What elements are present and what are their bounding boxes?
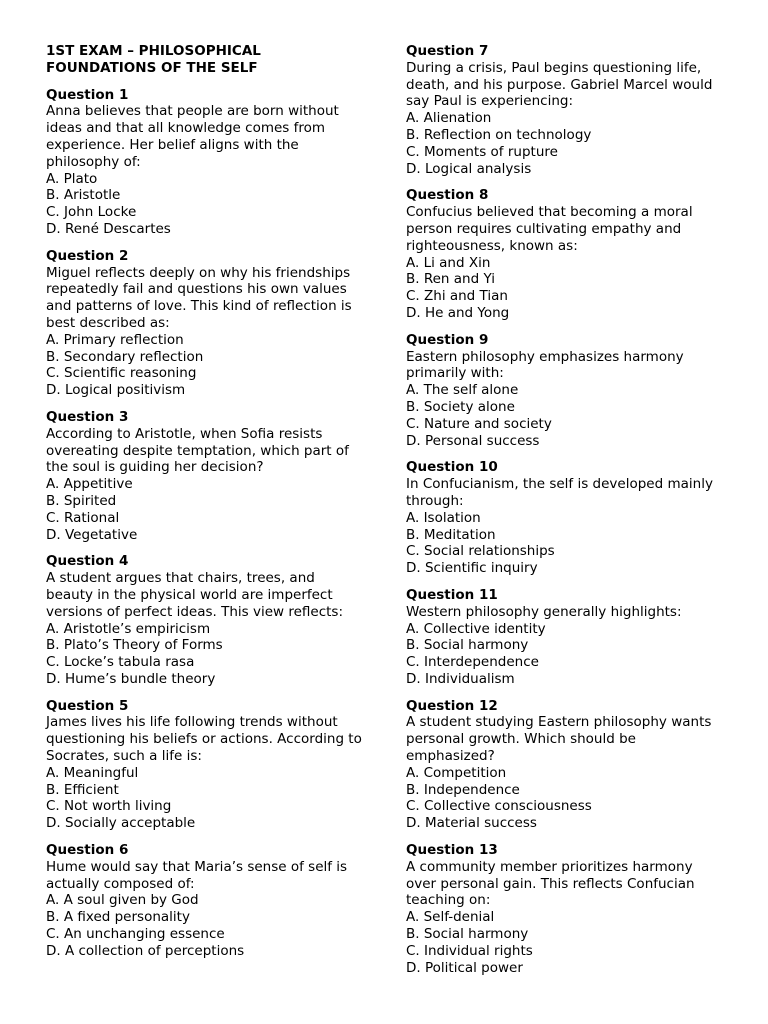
answer-option: B. Aristotle: [46, 187, 121, 204]
left-column: [46, 43, 364, 970]
answer-option: C. Social relationships: [406, 543, 555, 560]
answer-option: C. Interdependence: [406, 654, 539, 671]
answer-option: C. Scientific reasoning: [46, 365, 197, 382]
question-12: [406, 698, 724, 832]
answer-option: D. He and Yong: [406, 304, 510, 321]
exam-title-line: 1ST EXAM – PHILOSOPHICAL: [46, 43, 261, 59]
question-text: Miguel reflects deeply on why his friendships repeatedly fail and questions his own values and patterns of love. This kind of reflection is best described as:: [46, 264, 352, 331]
answer-option: B. Meditation: [406, 526, 496, 543]
question-11: [406, 587, 724, 688]
answer-option: A. Meaningful: [46, 764, 139, 781]
answer-option: D. René Descartes: [46, 220, 171, 237]
exam-title: [46, 43, 364, 77]
question-text: Western philosophy generally highlights:: [406, 603, 682, 620]
question-label: Question 1: [46, 86, 129, 103]
answer-option: D. A collection of perceptions: [46, 942, 245, 959]
question-label: Question 10: [406, 459, 498, 476]
question-label: Question 6: [46, 842, 129, 859]
answer-option: A. A soul given by God: [46, 892, 199, 909]
answer-option: C. Nature and society: [406, 415, 552, 432]
answer-option: C. Not worth living: [46, 798, 172, 815]
question-1: [46, 87, 364, 238]
question-7: [406, 43, 724, 177]
answer-option: D. Individualism: [406, 670, 515, 687]
right-column: [406, 43, 724, 986]
question-text: Hume would say that Maria’s sense of self is actually composed of:: [46, 858, 348, 892]
answer-option: B. Reflection on technology: [406, 126, 592, 143]
question-label: Question 12: [406, 697, 498, 714]
question-label: Question 3: [46, 408, 129, 425]
question-text: A student studying Eastern philosophy wants personal growth. Which should be emphasized?: [406, 714, 712, 765]
question-label: Question 13: [406, 842, 498, 859]
question-10: [406, 459, 724, 577]
answer-option: A. Competition: [406, 764, 507, 781]
answer-option: B. Spirited: [46, 492, 117, 509]
question-label: Question 2: [46, 247, 129, 264]
exam-title-line: FOUNDATIONS OF THE SELF: [46, 59, 258, 76]
question-text: James lives his life following trends without questioning his beliefs or actions. According to Socrates, such a life is:: [46, 714, 362, 765]
question-4: [46, 553, 364, 687]
answer-option: C. Collective consciousness: [406, 798, 592, 815]
question-3: [46, 409, 364, 543]
answer-option: B. Social harmony: [406, 637, 529, 654]
question-text: A student argues that chairs, trees, and beauty in the physical world are imperfect versions of perfect ideas. This view reflects:: [46, 570, 343, 620]
answer-option: A. Plato: [46, 170, 98, 187]
answer-option: C. An unchanging essence: [46, 926, 225, 943]
question-label: Question 7: [406, 43, 489, 59]
answer-option: D. Personal success: [406, 432, 540, 449]
question-8: [406, 187, 724, 321]
question-text: During a crisis, Paul begins questioning life, death, and his purpose. Gabriel Marcel would say Paul is experiencing:: [406, 59, 713, 110]
question-text: According to Aristotle, when Sofia resists overeating despite temptation, which part of the soul is guiding her decision?: [46, 425, 349, 476]
question-2: [46, 248, 364, 399]
answer-option: C. Zhi and Tian: [406, 288, 508, 305]
answer-option: C. Locke’s tabula rasa: [46, 654, 195, 671]
question-text: Confucius believed that becoming a moral person requires cultivating empathy and righteousness, known as:: [406, 204, 693, 254]
answer-option: B. Secondary reflection: [46, 348, 204, 365]
answer-option: A. Aristotle’s empiricism: [46, 620, 211, 637]
question-label: Question 9: [406, 331, 489, 348]
answer-option: D. Socially acceptable: [46, 815, 196, 832]
answer-option: D. Political power: [406, 959, 523, 976]
answer-option: D. Logical analysis: [406, 160, 532, 177]
question-13: [406, 842, 724, 976]
answer-option: C. John Locke: [46, 204, 137, 221]
answer-option: B. Independence: [406, 781, 520, 798]
answer-option: A. Self-denial: [406, 909, 495, 926]
question-6: [46, 842, 364, 960]
answer-option: A. The self alone: [406, 382, 519, 399]
question-text: Anna believes that people are born without ideas and that all knowledge comes from experience. Her belief aligns with the philosophy of:: [46, 103, 339, 170]
answer-option: C. Rational: [46, 509, 120, 526]
answer-option: D. Logical positivism: [46, 382, 186, 399]
question-5: [46, 698, 364, 832]
answer-option: A. Isolation: [406, 509, 481, 526]
question-text: A community member prioritizes harmony over personal gain. This reflects Confucian teaching on:: [406, 858, 695, 909]
answer-option: A. Alienation: [406, 110, 492, 127]
answer-option: A. Primary reflection: [46, 331, 184, 348]
answer-option: C. Individual rights: [406, 942, 533, 959]
question-text: In Confucianism, the self is developed mainly through:: [406, 476, 713, 509]
question-label: Question 5: [46, 697, 129, 714]
answer-option: D. Hume’s bundle theory: [46, 670, 216, 687]
question-text: Eastern philosophy emphasizes harmony primarily with:: [406, 348, 684, 382]
answer-option: B. Efficient: [46, 781, 119, 798]
question-label: Question 8: [406, 187, 489, 204]
question-9: [406, 332, 724, 450]
answer-option: D. Vegetative: [46, 526, 138, 543]
answer-option: B. Social harmony: [406, 926, 529, 943]
answer-option: A. Collective identity: [406, 620, 546, 637]
answer-option: B. Society alone: [406, 398, 515, 415]
answer-option: A. Appetitive: [46, 476, 133, 493]
answer-option: B. Ren and Yi: [406, 271, 495, 288]
question-label: Question 11: [406, 586, 498, 603]
answer-option: D. Material success: [406, 815, 537, 832]
answer-option: C. Moments of rupture: [406, 143, 558, 160]
answer-option: B. Plato’s Theory of Forms: [46, 637, 223, 654]
answer-option: A. Li and Xin: [406, 254, 491, 271]
question-label: Question 4: [46, 553, 129, 570]
answer-option: B. A fixed personality: [46, 909, 190, 926]
answer-option: D. Scientific inquiry: [406, 560, 538, 577]
